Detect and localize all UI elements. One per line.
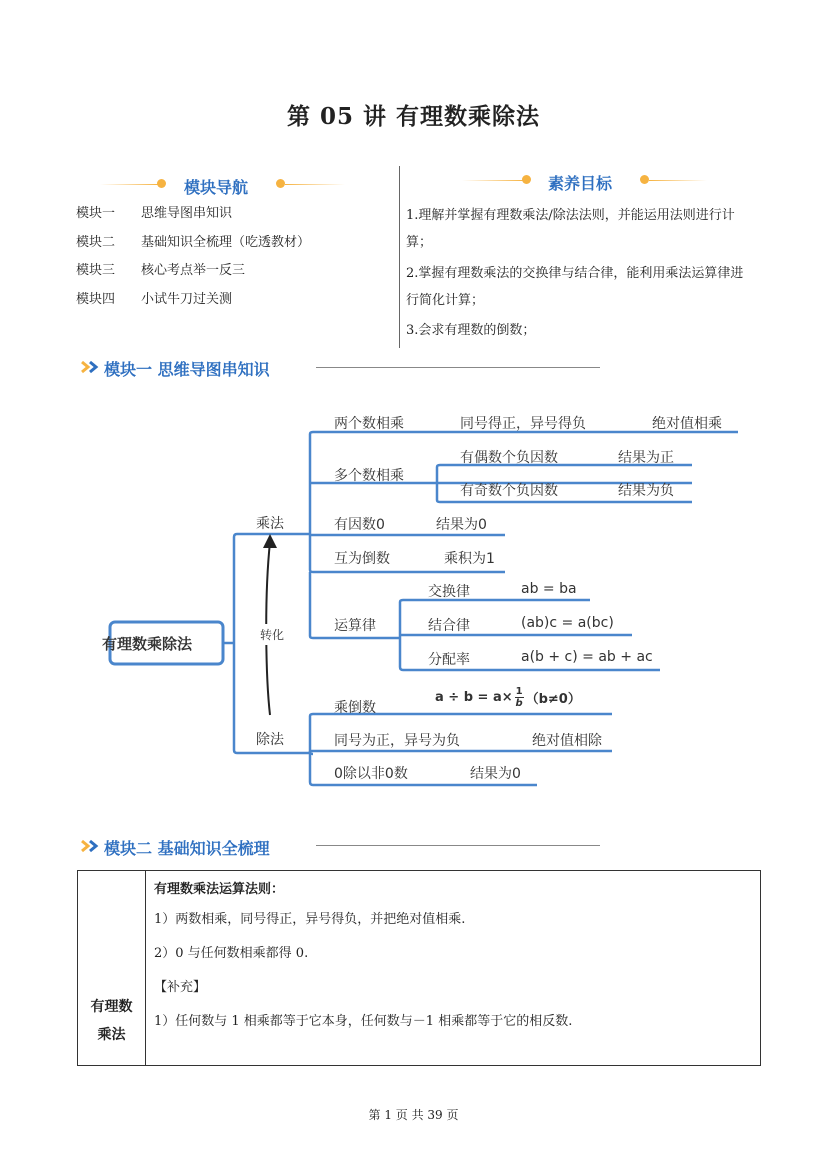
mindmap-law-1-name: 交换律: [428, 584, 470, 600]
knowledge-content: [146, 871, 761, 1066]
knowledge-line-4: 1）任何数与 1 相乘都等于它本身，任何数与－1 相乘都等于它的相反数.: [154, 1014, 573, 1029]
mindmap-two-label: 两个数相乘: [334, 416, 404, 432]
mindmap-zero-label: 有因数0: [334, 517, 385, 533]
knowledge-line-3: 【补充】: [154, 980, 207, 995]
mindmap-two-rule: 同号得正，异号得负: [460, 416, 586, 432]
nav-item-code: 模块一: [76, 206, 116, 221]
mindmap-even-cond: 有偶数个负因数: [460, 450, 558, 466]
goal-3: 3.会求有理数的倒数；: [406, 323, 536, 338]
mindmap-div-recip-label: 乘倒数: [334, 700, 376, 716]
nav-heading: 模块导航: [184, 178, 249, 197]
mindmap-recip-result: 乘积为1: [444, 551, 495, 567]
goal-2: 2.掌握有理数乘法的交换律与结合律，能利用乘法运算律进行简化计算；: [406, 266, 744, 308]
side-label-line-2: 乘法: [97, 1027, 126, 1043]
mindmap-div-zero-label: 0除以非0数: [334, 766, 408, 782]
nav-item-text: 思维导图串知识: [141, 206, 233, 221]
formula-left: a ÷ b = a×: [435, 690, 513, 705]
knowledge-table: [77, 870, 761, 1066]
table-row: [78, 871, 761, 1066]
mindmap-odd-result: 结果为负: [618, 483, 674, 499]
formula-right: （b≠0）: [525, 692, 581, 707]
mindmap-multiply: 乘法: [256, 516, 284, 532]
nav-item-code: 模块四: [76, 292, 116, 307]
mindmap-divide: 除法: [256, 732, 284, 748]
mindmap-law-1-formula: ab = ba: [521, 581, 577, 597]
mindmap-div-sign-label: 同号为正，异号为负: [334, 733, 460, 749]
mindmap-law-3-name: 分配率: [428, 652, 470, 668]
knowledge-line-2: 2）0 与任何数相乘都得 0.: [154, 946, 309, 961]
mindmap-odd-cond: 有奇数个负因数: [460, 483, 558, 499]
knowledge-side-label: [78, 871, 146, 1066]
mindmap-div-sign-extra: 绝对值相除: [532, 733, 602, 749]
goals-heading: 素养目标: [548, 174, 613, 193]
module2-heading: 模块二 基础知识全梳理: [104, 839, 270, 858]
arrow-up-icon: [263, 534, 277, 548]
nav-item-code: 模块二: [76, 235, 116, 250]
mindmap-recip-label: 互为倒数: [334, 551, 390, 567]
mindmap-law-2-formula: (ab)c = a(bc): [521, 615, 614, 631]
module2-heading-rule: [316, 845, 600, 846]
nav-item-text: 小试牛刀过关测: [141, 292, 233, 307]
mindmap-root: 有理数乘除法: [102, 635, 193, 653]
page-footer: 第 1 页 共 39 页: [368, 1108, 459, 1122]
mindmap-multi-label: 多个数相乘: [334, 468, 404, 484]
mindmap-law-2-name: 结合律: [428, 618, 470, 634]
fraction-denominator: b: [515, 698, 523, 709]
nav-item-text: 核心考点举一反三: [141, 263, 246, 278]
mindmap-zero-result: 结果为0: [436, 517, 487, 533]
mindmap-even-result: 结果为正: [618, 450, 674, 466]
nav-item-text: 基础知识全梳理（吃透教材）: [141, 235, 311, 250]
module1-heading: 模块一 思维导图串知识: [104, 360, 270, 379]
mindmap-div-zero-result: 结果为0: [470, 766, 521, 782]
fraction-numerator: 1: [515, 686, 523, 697]
goal-1: 1.理解并掌握有理数乘法/除法法则，并能运用法则进行计算；: [406, 208, 735, 250]
side-label-line-1: 有理数: [90, 999, 133, 1015]
mindmap-law-3-formula: a(b + c) = ab + ac: [521, 649, 653, 665]
chevron-double-icon: [80, 839, 100, 853]
mindmap-laws-label: 运算律: [334, 618, 376, 634]
mindmap-convert: 转化: [260, 624, 284, 645]
nav-item-code: 模块三: [76, 263, 116, 278]
knowledge-title: 有理数乘法运算法则：: [154, 882, 285, 897]
mindmap-div-formula: [435, 686, 581, 709]
mindmap-two-extra: 绝对值相乘: [652, 416, 722, 432]
formula-fraction: [515, 686, 524, 709]
page-title: 第 05 讲 有理数乘除法: [286, 103, 541, 130]
knowledge-line-1: 1）两数相乘，同号得正，异号得负，并把绝对值相乘.: [154, 912, 466, 927]
